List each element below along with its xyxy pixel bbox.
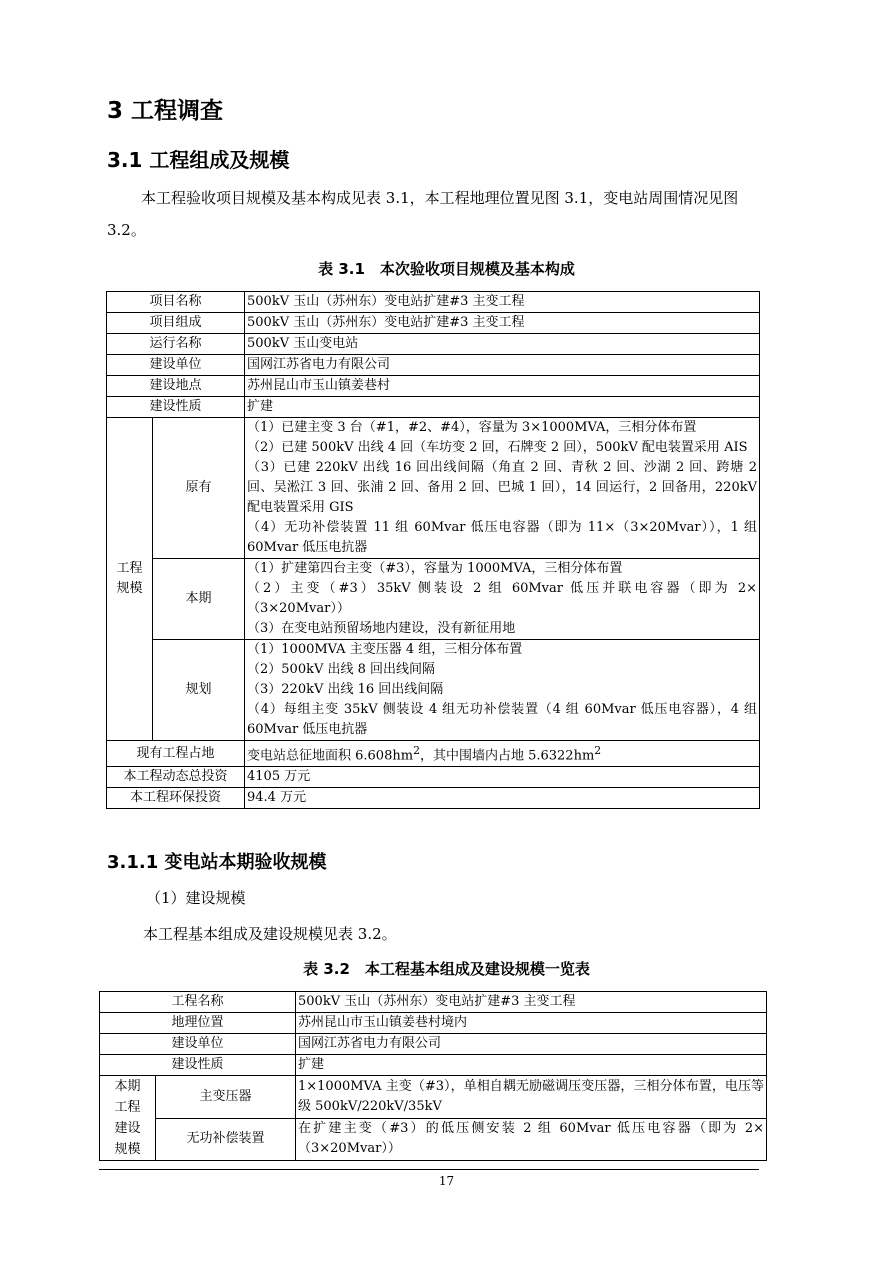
land-value-part1: 变电站总征地面积 6.608hm xyxy=(247,748,414,764)
row-value: 4105 万元 xyxy=(245,767,760,788)
current-item: （2）主变（#3）35kV 侧装设 2 组 60Mvar 低压并联电容器（即为 2×（3×20Mvar）） xyxy=(247,581,757,616)
table2 xyxy=(99,991,767,1161)
planned-label: 规划 xyxy=(153,640,245,741)
existing-item: （4）无功补偿装置 11 组 60Mvar 低压电容器（即为 11×（3×20Mvar）），1 组 60Mvar 低压电抗器 xyxy=(247,520,757,555)
table-row xyxy=(107,559,760,640)
footer-divider xyxy=(99,1169,759,1170)
row-value: 苏州昆山市玉山镇姜巷村境内 xyxy=(296,1013,767,1034)
row-label: 建设单位 xyxy=(100,1034,296,1055)
row-label: 建设性质 xyxy=(107,397,245,418)
land-label: 现有工程占地 xyxy=(107,741,245,767)
table-row xyxy=(107,334,760,355)
row-label: 项目名称 xyxy=(107,292,245,313)
row-label: 建设地点 xyxy=(107,376,245,397)
sub-row-value: 1×1000MVA 主变（#3），单相自耦无励磁调压变压器，三相分体布置，电压等级 500kV/220kV/35kV xyxy=(296,1076,767,1119)
row-label: 建设单位 xyxy=(107,355,245,376)
row-value: 500kV 玉山变电站 xyxy=(245,334,760,355)
table-row xyxy=(107,313,760,334)
row-value: 500kV 玉山（苏州东）变电站扩建#3 主变工程 xyxy=(245,313,760,334)
table-row xyxy=(100,1055,767,1076)
table-row xyxy=(100,1076,767,1119)
row-label: 项目组成 xyxy=(107,313,245,334)
page-number: 17 xyxy=(438,1174,455,1188)
group-label xyxy=(100,1076,156,1161)
sub-row-label: 无功补偿装置 xyxy=(156,1118,296,1161)
table1-caption: 表 3.1 本次验收项目规模及基本构成 xyxy=(318,260,575,278)
sub-row-value: 在扩建主变（#3）的低压侧安装 2 组 60Mvar 低压电容器（即为 2×（3×20Mvar）） xyxy=(296,1118,767,1161)
group-label-text: 本期工程建设规模 xyxy=(114,1079,141,1157)
table1 xyxy=(106,291,760,809)
existing-item: （2）已建 500kV 出线 4 回（车坊变 2 回，石牌变 2 回），500kV 配电装置采用 AIS xyxy=(247,440,748,455)
table-row xyxy=(100,992,767,1013)
existing-item: （1）已建主变 3 台（#1，#2、#4），容量为 3×1000MVA，三相分体布置 xyxy=(247,420,697,435)
row-label: 本工程动态总投资 xyxy=(107,767,245,788)
current-item: （1）扩建第四台主变（#3），容量为 1000MVA，三相分体布置 xyxy=(247,561,623,576)
table-row xyxy=(107,741,760,767)
row-value: 扩建 xyxy=(296,1055,767,1076)
superscript: 2 xyxy=(594,744,602,757)
existing-item: （3）已建 220kV 出线 16 回出线间隔（角直 2 回、青秋 2 回、沙湖 2 回、跨塘 2 回、吴淞江 3 回、张浦 2 回、备用 2 回、巴城 1 回），14 回运行，2 回备用，220kV 配电装置采用 GIS xyxy=(247,460,757,515)
planned-item: （4）每组主变 35kV 侧装设 4 组无功补偿装置（4 组 60Mvar 低压电容器），4 组 60Mvar 低压电抗器 xyxy=(247,702,757,737)
land-value xyxy=(245,741,760,767)
paragraph-2: 本工程基本组成及建设规模见表 3.2。 xyxy=(143,925,397,943)
table-row xyxy=(107,376,760,397)
row-value: 苏州昆山市玉山镇姜巷村 xyxy=(245,376,760,397)
table-row xyxy=(107,292,760,313)
row-label: 本工程环保投资 xyxy=(107,788,245,809)
intro-paragraph: 本工程验收项目规模及基本构成见表 3.1，本工程地理位置见图 3.1，变电站周围情况见图 3.2。 xyxy=(107,189,739,239)
planned-item: （1）1000MVA 主变压器 4 组，三相分体布置 xyxy=(247,642,523,657)
row-value: 扩建 xyxy=(245,397,760,418)
row-label: 建设性质 xyxy=(100,1055,296,1076)
scale-label-text: 工程规模 xyxy=(116,561,143,596)
table-row xyxy=(107,767,760,788)
row-value: 500kV 玉山（苏州东）变电站扩建#3 主变工程 xyxy=(245,292,760,313)
table2-caption: 表 3.2 本工程基本组成及建设规模一览表 xyxy=(303,960,590,978)
chapter-heading: 3 工程调查 xyxy=(107,98,224,124)
table-row xyxy=(107,788,760,809)
current-item: （3）在变电站预留场地内建设，没有新征用地 xyxy=(247,621,516,636)
table-row xyxy=(100,1118,767,1161)
row-label: 运行名称 xyxy=(107,334,245,355)
table-row xyxy=(100,1034,767,1055)
row-label: 地理位置 xyxy=(100,1013,296,1034)
sub-item: （1）建设规模 xyxy=(146,889,246,907)
row-value: 国网江苏省电力有限公司 xyxy=(296,1034,767,1055)
table-row xyxy=(100,1013,767,1034)
current-items xyxy=(245,559,760,640)
planned-item: （3）220kV 出线 16 回出线间隔 xyxy=(247,682,444,697)
planned-item: （2）500kV 出线 8 回出线间隔 xyxy=(247,662,436,677)
row-value: 500kV 玉山（苏州东）变电站扩建#3 主变工程 xyxy=(296,992,767,1013)
row-label: 工程名称 xyxy=(100,992,296,1013)
current-label: 本期 xyxy=(153,559,245,640)
land-value-part2: ，其中围墙内占地 5.6322hm xyxy=(419,748,595,764)
table-row xyxy=(107,397,760,418)
row-value: 国网江苏省电力有限公司 xyxy=(245,355,760,376)
table-row xyxy=(107,418,760,559)
table-row xyxy=(107,355,760,376)
sub-row-label: 主变压器 xyxy=(156,1076,296,1119)
superscript: 2 xyxy=(413,744,420,757)
existing-items xyxy=(245,418,760,559)
table-row xyxy=(107,640,760,741)
planned-items xyxy=(245,640,760,741)
existing-label: 原有 xyxy=(153,418,245,559)
section-heading: 3.1 工程组成及规模 xyxy=(107,148,290,172)
scale-label xyxy=(107,418,153,741)
subsection-heading: 3.1.1 变电站本期验收规模 xyxy=(107,852,327,873)
row-value: 94.4 万元 xyxy=(245,788,760,809)
